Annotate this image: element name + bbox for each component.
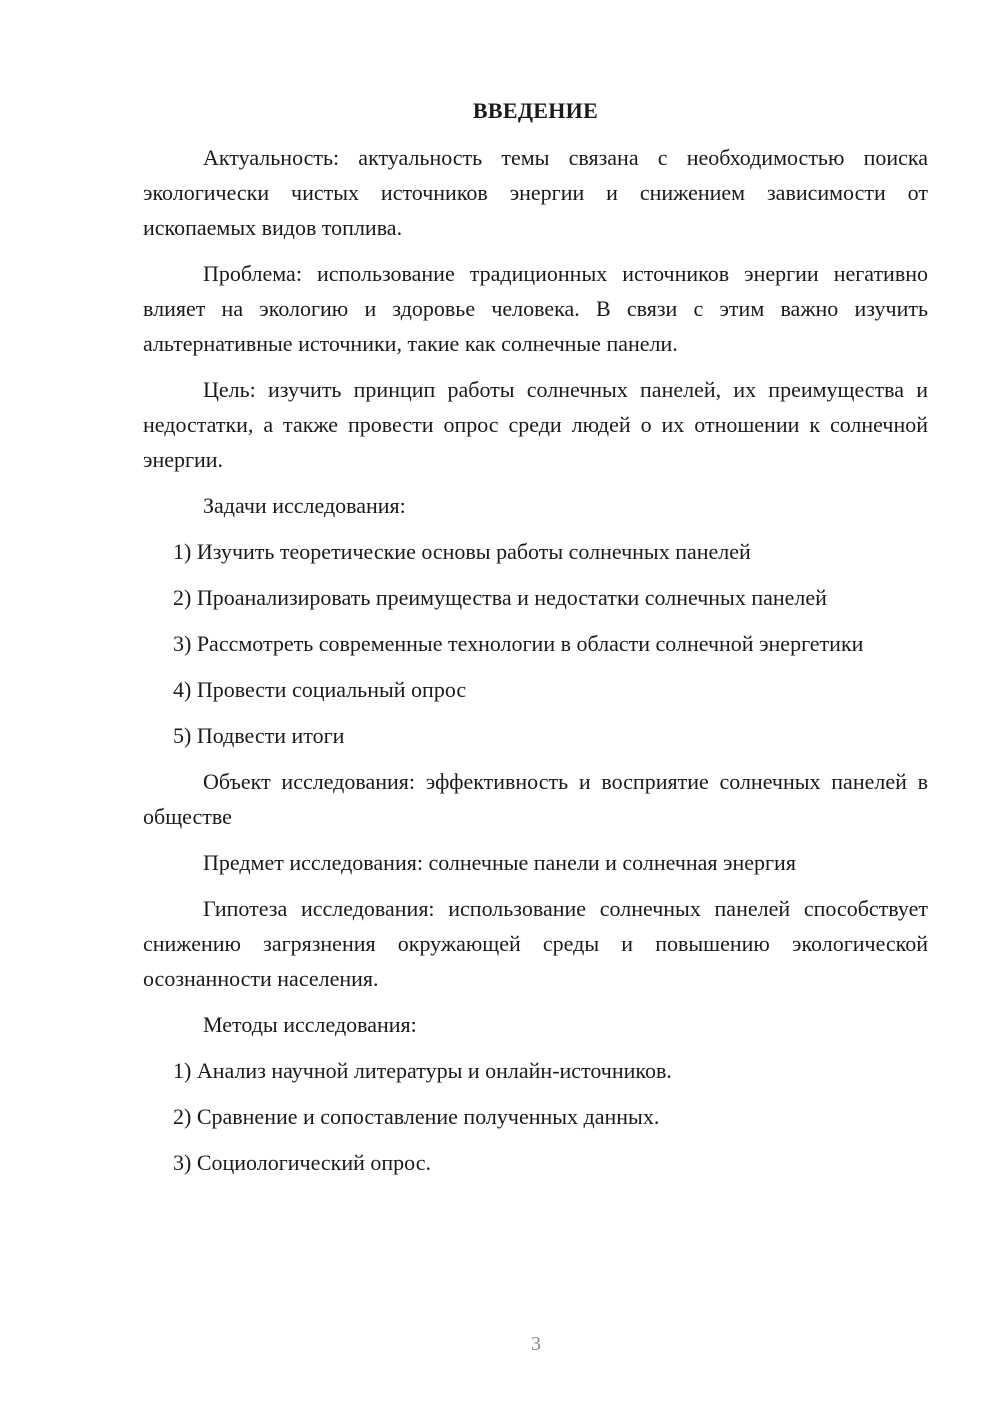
method-item: 2) Сравнение и сопоставление полученных данных. [173, 1104, 660, 1129]
task-item: 1) Изучить теоретические основы работы солнечных панелей [173, 539, 751, 564]
page-content [143, 93, 928, 1191]
goal-paragraph: Цель: изучить принцип работы солнечных панелей, их преимущества и недостатки, а также провести опрос среди людей о их отношении к солнечной энергии. [143, 377, 928, 472]
problem-paragraph: Проблема: использование традиционных источников энергии негативно влияет на экологию и здоровье человека. В связи с этим важно изучить альтернативные источники, такие как солнечные панели. [143, 261, 928, 356]
task-item: 4) Провести социальный опрос [173, 677, 467, 702]
hypothesis-paragraph: Гипотеза исследования: использование солнечных панелей способствует снижению загрязнения окружающей среды и повышению экологической осознанности населения. [143, 896, 928, 991]
tasks-heading: Задачи исследования: [203, 493, 406, 518]
task-item: 3) Рассмотреть современные технологии в области солнечной энергетики [173, 631, 864, 656]
methods-heading: Методы исследования: [203, 1012, 417, 1037]
page-title: ВВЕДЕНИЕ [472, 98, 599, 123]
method-item: 1) Анализ научной литературы и онлайн-источников. [173, 1058, 672, 1083]
page-number: 3 [531, 1333, 541, 1355]
task-item: 5) Подвести итоги [173, 723, 345, 748]
task-item: 2) Проанализировать преимущества и недостатки солнечных панелей [173, 585, 827, 610]
relevance-paragraph: Актуальность: актуальность темы связана с необходимостью поиска экологически чистых источников энергии и снижением зависимости от ископаемых видов топлива. [143, 145, 928, 240]
subject-paragraph: Предмет исследования: солнечные панели и солнечная энергия [203, 850, 796, 875]
object-paragraph: Объект исследования: эффективность и восприятие солнечных панелей в обществе [143, 769, 928, 829]
method-item: 3) Социологический опрос. [173, 1150, 431, 1175]
